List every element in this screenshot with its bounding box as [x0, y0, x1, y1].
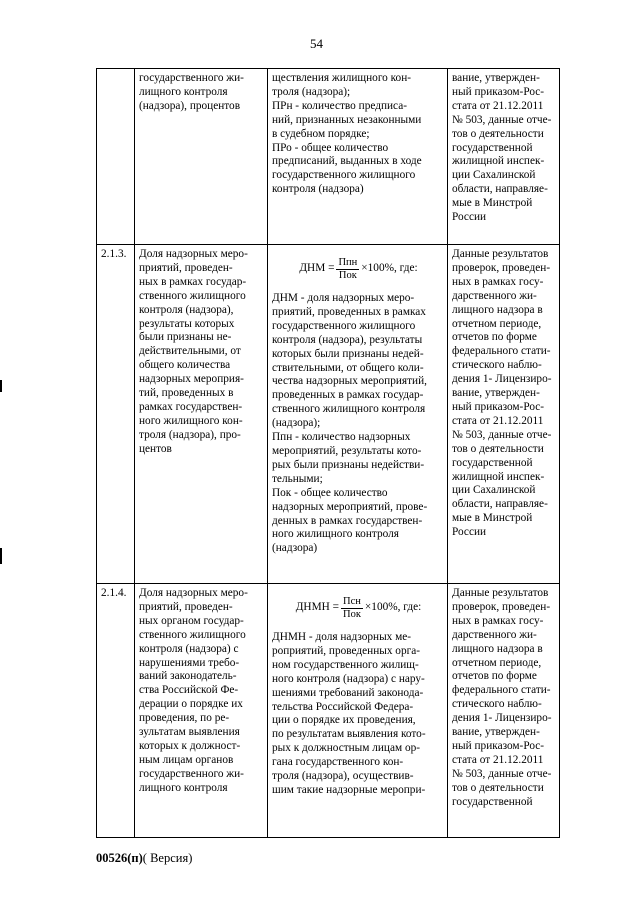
- formula-rhs: ×100%, где:: [361, 262, 418, 275]
- table-row: [97, 245, 560, 584]
- scan-mark: [0, 548, 2, 564]
- page-number: 54: [310, 36, 323, 51]
- table-row: [97, 69, 560, 245]
- formula-lhs: ДНМН =: [295, 601, 339, 614]
- source-cell: Данные результатов проверок, проведен- ных в рамках госу- дарственного жи- лищного надзора в отчетном периоде, отчетов по форме федерального стати- стического наблю- дения 1- Лицензиро- вание, утвержден- ный приказом-Рос- стата от 21.12.2011 № 503, данные отче- тов о деятельности государственной: [448, 584, 560, 838]
- table-row: [97, 584, 560, 838]
- row-number-cell: 2.1.4.: [97, 584, 135, 838]
- formula: [272, 252, 445, 286]
- indicator-name-cell: Доля надзорных меро- приятий, проведен- ных органом государ- ственного жилищного контроля (надзора) с нарушениями требо- ваний законодатель- ства Российской Фе- дерации о порядке их проведения, по ре- зультатам выявления которых к должност- ным лицам органов государственного жи- лищного контроля: [135, 584, 268, 838]
- description-text: ДНМН - доля надзорных ме- роприятий, проведенных орга- ном государственного жилищ- ного контроля (надзора) с нару- шениями требований законода- тельства Российской Федера- ции о порядке их проведения, по результатам выявления кото- рых к должностным лицам ор- гана государственного кон- троля (надзора), осуществив- шим такие надзорные меропри-: [272, 631, 426, 796]
- scan-mark: [0, 380, 2, 392]
- formula-denominator: Пок: [342, 608, 361, 620]
- row-number-cell: [97, 69, 135, 245]
- description-cell: [268, 245, 448, 584]
- indicator-name-cell: Доля надзорных меро- приятий, проведен- ных в рамках государ- ственного жилищного контроля (надзора), результаты которых были признаны не- действительными, от общего количества надзорных мероприя- тий, проведенных в рамках государствен- ного жилищного кон- троля (надзора), про- центов: [135, 245, 268, 584]
- formula-numerator: Псн: [343, 595, 361, 607]
- formula: [272, 591, 445, 625]
- row-number-cell: 2.1.3.: [97, 245, 135, 584]
- description-text: ДНМ - доля надзорных меро- приятий, проведенных в рамках государственного жилищного контроля (надзора), результаты которых были признаны недей- ствительными, от общего коли- чества надзорных мероприятий, проведенных в рамках государ- ственного жилищного контроля (надзора); Ппн - количество надзорных мероприятий, результаты кото- рых были признаны недействи- тельными; Пок - общее количество надзорных мероприятий, прове- денных в рамках государствен- ного жилищного контроля (надзора): [272, 292, 428, 555]
- description-cell: ществления жилищного кон- троля (надзора); ПРн - количество предписа- ний, признанных незаконными в судебном порядке; ПРо - общее количество предписаний, выданных в ходе государственного жилищного контроля (надзора): [268, 69, 448, 245]
- formula-numerator: Ппн: [338, 256, 358, 268]
- formula-denominator: Пок: [338, 269, 357, 281]
- indicators-table: [96, 68, 560, 838]
- formula-fraction: [336, 257, 359, 282]
- formula-fraction: [341, 596, 363, 621]
- source-cell: вание, утвержден- ный приказом-Рос- стата от 21.12.2011 № 503, данные отче- тов о деятельности государственной жилищной инспек- ции Сахалинской области, направляе- мые в Минстрой России: [448, 69, 560, 245]
- document-footer: [96, 851, 192, 866]
- document-version: ( Версия): [142, 851, 193, 865]
- description-cell: [268, 584, 448, 838]
- formula-lhs: ДНМ =: [299, 262, 335, 275]
- source-cell: Данные результатов проверок, проведен- ных в рамках госу- дарственного жи- лищного надзора в отчетном периоде, отчетов по форме федерального стати- стического наблю- дения 1- Лицензиро- вание, утвержден- ный приказом-Рос- стата от 21.12.2011 № 503, данные отче- тов о деятельности государственной жилищной инспек- ции Сахалинской области, направляе- мые в Минстрой России: [448, 245, 560, 584]
- indicator-name-cell: государственного жи- лищного контроля (надзора), процентов: [135, 69, 268, 245]
- formula-rhs: ×100%, где:: [364, 601, 422, 614]
- document-code: 00526(п): [96, 851, 143, 865]
